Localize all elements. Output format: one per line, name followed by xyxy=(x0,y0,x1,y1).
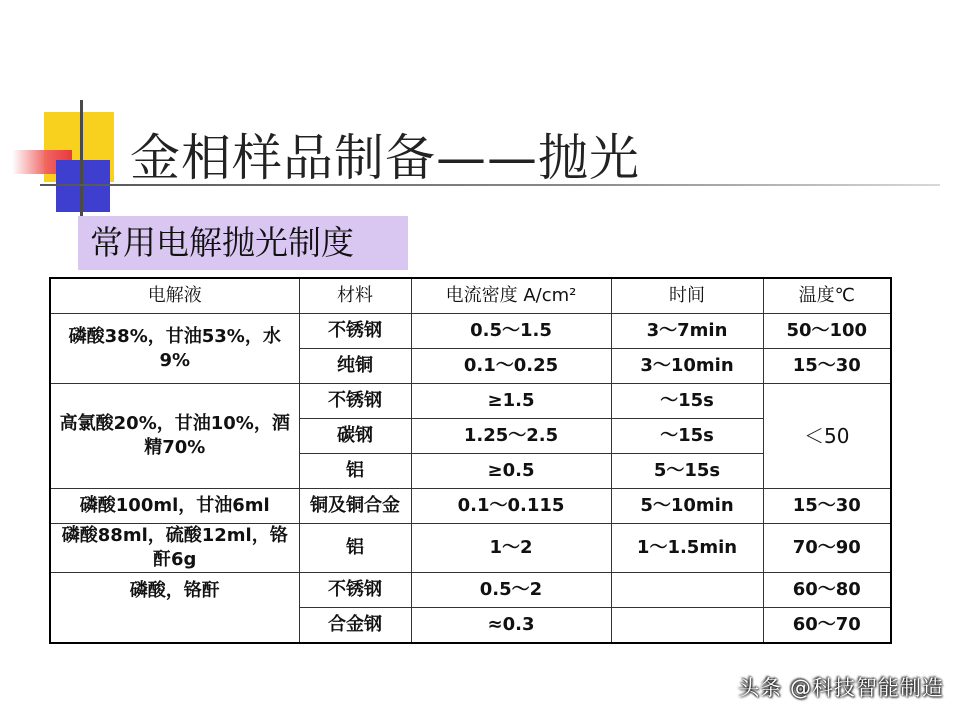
header-time: 时间 xyxy=(611,278,763,314)
material-cell: 不锈钢 xyxy=(299,573,411,608)
material-cell: 不锈钢 xyxy=(299,384,411,419)
decor-vertical-line xyxy=(80,100,83,218)
material-cell: 铜及铜合金 xyxy=(299,489,411,524)
temperature-cell: 60～80 xyxy=(763,573,891,608)
material-cell: 合金钢 xyxy=(299,608,411,644)
temperature-cell: 15～30 xyxy=(763,489,891,524)
electrolyte-cell: 磷酸，铬酐 xyxy=(50,573,299,644)
electrolyte-cell: 磷酸38%，甘油53%，水9% xyxy=(50,314,299,384)
temperature-cell: 50～100 xyxy=(763,314,891,349)
temperature-cell: 15～30 xyxy=(763,349,891,384)
table-row xyxy=(50,573,891,608)
time-cell: 3～7min xyxy=(611,314,763,349)
table-row xyxy=(50,524,891,573)
slide-title: 金相样品制备——抛光 xyxy=(130,129,640,187)
electrolyte-cell: 磷酸88ml，硫酸12ml，铬酐6g xyxy=(50,524,299,573)
density-cell: 0.5～2 xyxy=(411,573,611,608)
density-cell: ≥0.5 xyxy=(411,454,611,489)
header-electrolyte: 电解液 xyxy=(50,278,299,314)
density-cell: 1.25～2.5 xyxy=(411,419,611,454)
density-cell: 0.1～0.115 xyxy=(411,489,611,524)
time-cell: 1～1.5min xyxy=(611,524,763,573)
density-cell: ≈0.3 xyxy=(411,608,611,644)
table-row xyxy=(50,314,891,349)
density-cell: ≥1.5 xyxy=(411,384,611,419)
density-cell: 0.1～0.25 xyxy=(411,349,611,384)
electrolyte-cell: 磷酸100ml，甘油6ml xyxy=(50,489,299,524)
time-cell: ～15s xyxy=(611,384,763,419)
material-cell: 纯铜 xyxy=(299,349,411,384)
time-cell: 5～15s xyxy=(611,454,763,489)
slide-subtitle: 常用电解抛光制度 xyxy=(78,216,408,270)
temperature-cell: ＜50 xyxy=(763,384,891,489)
material-cell: 铝 xyxy=(299,524,411,573)
table-row xyxy=(50,384,891,419)
polishing-table xyxy=(49,277,892,644)
decor-blue-square xyxy=(56,160,110,212)
time-cell xyxy=(611,608,763,644)
density-cell: 1～2 xyxy=(411,524,611,573)
temperature-cell: 70～90 xyxy=(763,524,891,573)
time-cell: 3～10min xyxy=(611,349,763,384)
material-cell: 铝 xyxy=(299,454,411,489)
header-material: 材料 xyxy=(299,278,411,314)
table-header-row xyxy=(50,278,891,314)
electrolyte-cell: 高氯酸20%，甘油10%，酒精70% xyxy=(50,384,299,489)
header-current-density: 电流密度 A/cm² xyxy=(411,278,611,314)
time-cell xyxy=(611,573,763,608)
table-row xyxy=(50,489,891,524)
time-cell: ～15s xyxy=(611,419,763,454)
density-cell: 0.5～1.5 xyxy=(411,314,611,349)
temperature-cell: 60～70 xyxy=(763,608,891,644)
time-cell: 5～10min xyxy=(611,489,763,524)
header-temperature: 温度℃ xyxy=(763,278,891,314)
material-cell: 不锈钢 xyxy=(299,314,411,349)
watermark-text: 头条 @科技智能制造 xyxy=(738,676,944,700)
material-cell: 碳钢 xyxy=(299,419,411,454)
